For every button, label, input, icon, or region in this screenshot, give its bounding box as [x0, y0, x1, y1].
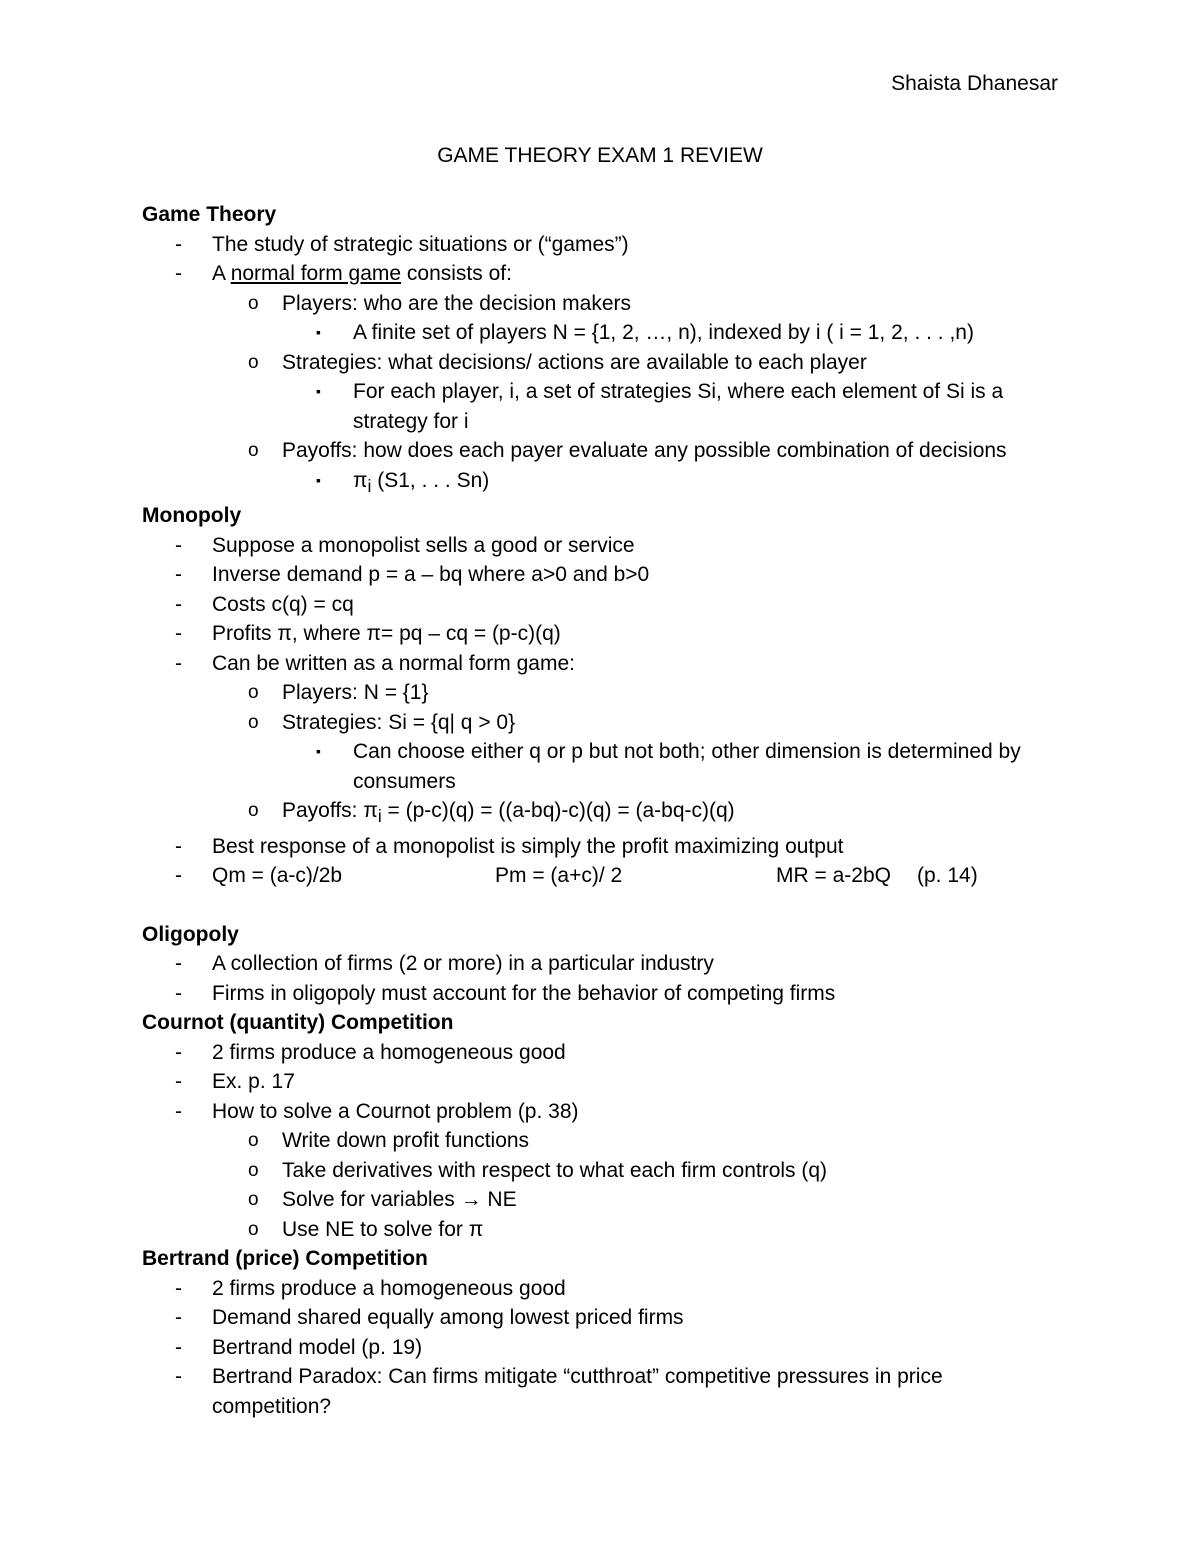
circle-bullet: o [248, 1159, 259, 1181]
sub-sub-list-item: ▪ $\pi_i$ (S1, . . . Sn) [142, 466, 1062, 502]
dash-bullet: - [175, 533, 182, 557]
dash-bullet: - [175, 1365, 182, 1389]
sub-list-item: o Strategies: Si = {q| q > 0} [142, 708, 1062, 738]
dash-bullet: - [175, 563, 182, 587]
sub-list-item: o Payoffs: how does each payer evaluate any possible combination of decisions [142, 436, 1062, 466]
formula-mr: MR = a-2bQ [776, 864, 891, 888]
list-item: - Demand shared equally among lowest priced firms [142, 1303, 1062, 1333]
dash-bullet: - [175, 952, 182, 976]
list-item: - Profits π, where π= pq – cq = (p-c)(q) [142, 619, 1062, 649]
section-heading-oligopoly: Oligopoly [142, 922, 239, 946]
sub-list-item: o Players: N = {1} [142, 678, 1062, 708]
list-item: - A collection of firms (2 or more) in a particular industry [142, 949, 1062, 979]
dash-bullet: - [175, 592, 182, 616]
list-item: - Suppose a monopolist sells a good or service [142, 531, 1062, 561]
circle-bullet: o [248, 440, 259, 461]
list-item: - How to solve a Cournot problem (p. 38) [142, 1097, 1062, 1127]
author-name: Shaista Dhanesar [891, 72, 1058, 95]
dash-bullet: - [175, 1276, 182, 1300]
sub-list-item: o Take derivatives with respect to what each firm controls (q) [142, 1156, 1062, 1186]
dash-bullet: - [175, 1040, 182, 1064]
list-item: - Bertrand model (p. 19) [142, 1333, 1062, 1363]
dash-bullet: - [175, 1099, 182, 1123]
sub-list-item: o Use NE to solve for π [142, 1215, 1062, 1245]
sub-list-item: o Solve for variables → NE [142, 1185, 1062, 1215]
circle-bullet: o [248, 1130, 259, 1152]
sub-list-item: o Strategies: what decisions/ actions are available to each player [142, 348, 1062, 378]
list-item: - 2 firms produce a homogeneous good [142, 1274, 1062, 1304]
circle-bullet: o [248, 1218, 259, 1240]
sub-list-item: o Write down profit functions [142, 1126, 1062, 1156]
circle-bullet: o [248, 711, 259, 733]
list-item: - Best response of a monopolist is simply the profit maximizing output [142, 832, 1062, 862]
dash-bullet: - [175, 864, 182, 888]
dash-bullet: - [175, 1335, 182, 1359]
section-heading-bertrand: Bertrand (price) Competition [142, 1247, 428, 1271]
square-bullet: ▪ [316, 471, 321, 488]
notes-body [142, 200, 1062, 1421]
formula-row [142, 861, 1062, 891]
dash-bullet: - [175, 622, 182, 646]
sub-list-item: o Players: who are the decision makers [142, 289, 1062, 319]
sub-sub-list-item: ▪ A finite set of players N = {1, 2, …, n), indexed by i ( i = 1, 2, . . . ,n) [142, 318, 1062, 348]
circle-bullet: o [248, 800, 259, 822]
dash-bullet: - [175, 834, 182, 858]
dash-bullet: - [175, 262, 182, 285]
sub-sub-list-item: ▪ Can choose either q or p but not both; other dimension is determined by consumers [142, 737, 1062, 796]
dash-bullet: - [175, 1306, 182, 1330]
circle-bullet: o [248, 682, 259, 704]
list-item: - 2 firms produce a homogeneous good [142, 1038, 1062, 1068]
section-heading-monopoly: Monopoly [142, 504, 242, 528]
page-reference: (p. 14) [917, 864, 978, 888]
dash-bullet: - [175, 981, 182, 1005]
sub-list-item: o Payoffs: $\pi_i = (p-c)(q) = ((a-bq)-c)(q) = (a-bq-c)(q)$ [142, 796, 1062, 832]
section-heading-cournot: Cournot (quantity) Competition [142, 1011, 454, 1035]
circle-bullet: o [248, 1189, 259, 1211]
list-item: - The study of strategic situations or (“games”) [142, 230, 1062, 260]
square-bullet: ▪ [316, 383, 321, 399]
document-title: GAME THEORY EXAM 1 REVIEW [437, 144, 763, 167]
underlined-term: normal form game [230, 262, 402, 285]
list-item: - Can be written as a normal form game: [142, 649, 1062, 679]
dash-bullet: - [175, 232, 182, 256]
square-bullet: ▪ [316, 743, 321, 760]
spacer [142, 891, 1062, 920]
section-heading-game-theory: Game Theory [142, 203, 277, 226]
list-item: - Firms in oligopoly must account for the behavior of competing firms [142, 979, 1062, 1009]
dash-bullet: - [175, 1070, 182, 1094]
square-bullet: ▪ [316, 324, 321, 340]
sub-sub-list-item: ▪ For each player, i, a set of strategies Si, where each element of Si is a strategy for i [142, 377, 1062, 436]
formula-pm: Pm = (a+c)/ 2 [495, 864, 623, 888]
dash-bullet: - [175, 651, 182, 675]
circle-bullet: o [248, 351, 259, 373]
list-item: - Ex. p. 17 [142, 1067, 1062, 1097]
list-item: - A normal form game consists of: [142, 259, 1062, 289]
formula-qm: Qm = (a-c)/2b [212, 864, 343, 888]
list-item: - Costs c(q) = cq [142, 590, 1062, 620]
circle-bullet: o [248, 292, 259, 314]
list-item: - Inverse demand p = a – bq where a>0 and b>0 [142, 560, 1062, 590]
list-item: - Bertrand Paradox: Can firms mitigate “cutthroat” competitive pressures in price competition? [142, 1362, 1062, 1421]
